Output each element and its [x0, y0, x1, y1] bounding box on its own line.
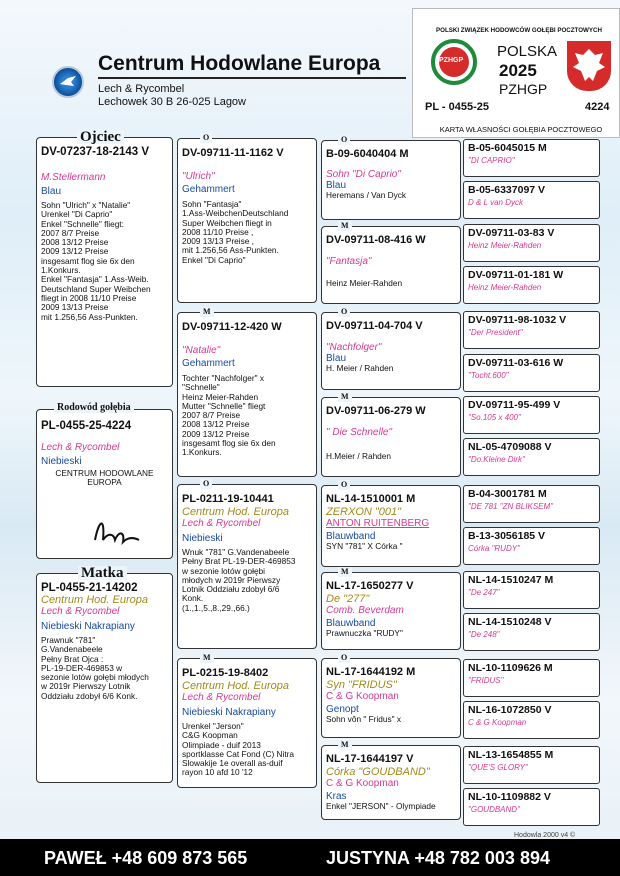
fm-color: Gehammert: [182, 358, 235, 369]
mm-name: Centrum Hod. Europa: [182, 680, 289, 692]
g4-sub: "DE 781 "ZN BLIKSEM": [468, 502, 553, 511]
g4-card-13: [463, 701, 600, 739]
g4-sub: Heinz Meier-Rahden: [468, 283, 542, 292]
g3-marker-2: O: [338, 307, 350, 317]
g4-ring: DV-09711-98-1032 V: [468, 314, 567, 326]
year: 2025: [499, 61, 537, 80]
g4-ring: NL-13-1654855 M: [468, 749, 554, 761]
g4-card-0: [463, 139, 600, 177]
mm-color: Niebieski Nakrapiany: [182, 707, 276, 718]
mf-name: Centrum Hod. Europa: [182, 506, 289, 518]
mf-ring: PL-0211-19-10441: [182, 493, 274, 505]
ff-color: Gehammert: [182, 184, 235, 195]
g4-sub: "Tocht.600": [468, 371, 509, 380]
ff-name: "Ulrich": [182, 171, 215, 182]
g4-ring: NL-14-1510248 V: [468, 616, 552, 628]
page-title: Centrum Hodowlane Europa: [98, 52, 381, 75]
label-ring: PL - 0455-25: [425, 101, 490, 113]
header-owner: Lech & Rycombel: [98, 83, 185, 95]
g4-card-1: [463, 181, 600, 219]
father-card: [36, 137, 173, 387]
g4-ring: NL-14-1510247 M: [468, 574, 554, 586]
g3-marker-4: O: [338, 480, 350, 490]
g4-sub: C & G Koopman: [468, 718, 527, 727]
g4-card-4: [463, 311, 600, 349]
mm-ring: PL-0215-19-8402: [182, 667, 269, 679]
father-ring: DV-07237-18-2143 V: [41, 146, 150, 158]
g4-sub: "QUE'S GLORY": [468, 763, 528, 772]
mf-card: [177, 484, 317, 649]
eagle-emblem: [567, 41, 611, 91]
mother-color: Niebieski Nakrapiany: [41, 621, 135, 632]
version-note: Hodowla 2000 v4 ©: [514, 832, 576, 839]
bird-card: [36, 409, 173, 559]
g4-ring: DV-09711-03-83 V: [468, 227, 555, 239]
header-address: Lechowek 30 B 26-025 Lagow: [98, 96, 246, 108]
g3-card-6: NL-17-1644192 M Syn "FRIDUS" C & G Koopman Genopt Sohn vôn " Fridus" x: [321, 658, 461, 738]
g3-marker-7: M: [338, 740, 352, 750]
g4-card-12: [463, 659, 600, 697]
g3-card-5: NL-17-1650277 V De "277" Comb. Beverdam Blauwband Prawnuczka "RUDY": [321, 572, 461, 650]
g4-ring: B-13-3056185 V: [468, 530, 546, 542]
org: PZHGP: [499, 81, 548, 97]
pzhgp-logo: [431, 39, 477, 85]
g4-card-2: [463, 224, 600, 262]
mm-card: [177, 658, 317, 788]
g4-card-14: [463, 746, 600, 784]
g4-ring: NL-10-1109882 V: [468, 791, 551, 803]
g3-card-3: DV-09711-06-279 W " Die Schnelle" H.Meier / Rahden: [321, 397, 461, 477]
g3-card-7: NL-17-1644197 V Córka "GOUDBAND" C & G Koopman Kras Enkel "JERSON" - Olympiade: [321, 745, 461, 820]
father-label: Ojciec: [77, 130, 124, 144]
g4-card-10: [463, 571, 600, 609]
g4-sub: "GOUDBAND": [468, 805, 520, 814]
card-title: KARTA WŁASNOŚCI GOŁĘBIA POCZTOWEGO: [439, 125, 603, 134]
ff-text: Sohn "Fantasja" 1.Ass-WeibchenDeutschland Super Weibchen fliegt in 2008 11/10 Preise , 2009 13/13 Preise , mit 1.256,56 Ass-Punkten. Enkel "Di Caprio": [182, 199, 289, 265]
father-text: Sohn "Ulrich" x "Natalie" Urenkel "Di Caprio" Enkel "Schnelle" fliegt: 2007 8/7 Preise 2008 13/12 Preise 2009 13/12 Preise insgesamt flog sie 6x den 1.Konkurs. Enkel "Fantasja" 1.Ass-Weib. Deutschland Super Weibchen fliegt in 2008 11/10 Preise 2009 13/13 Preise mit 1.256,56 Ass-Punkten.: [41, 200, 151, 322]
g3-card-1: DV-09711-08-416 W "Fantasja" Heinz Meier-Rahden: [321, 226, 461, 304]
g4-sub: Córka "RUDY": [468, 544, 520, 553]
g3-card-4: NL-14-1510001 M ZERXON "001" ANTON RUITENBERG Blauwband SYN "781" X Córka ": [321, 485, 461, 567]
bird-owner: Lech & Rycombel: [41, 442, 120, 453]
mm-owner: Lech & Rycombel: [182, 692, 261, 703]
mm-marker: M: [200, 653, 214, 663]
g4-ring: NL-16-1072850 V: [468, 704, 552, 716]
ff-marker: O: [200, 133, 212, 143]
footer-bar: [0, 839, 620, 876]
footer-contact-right: JUSTYNA +48 782 003 894: [326, 848, 550, 868]
g4-card-3: [463, 266, 600, 304]
g4-sub: "DI CAPRIO": [468, 156, 515, 165]
g4-sub: D & L van Dyck: [468, 198, 523, 207]
fm-card: [177, 312, 317, 477]
mf-color: Niebieski: [182, 533, 223, 544]
father-owner: M.Stellermann: [41, 172, 106, 183]
g3-marker-1: M: [338, 221, 352, 231]
g4-sub: Heinz Meier-Rahden: [468, 241, 542, 250]
g4-ring: NL-05-4709088 V: [468, 441, 552, 453]
father-color: Blau: [41, 186, 62, 197]
g4-card-9: [463, 527, 600, 565]
mf-owner: Lech & Rycombel: [182, 518, 261, 529]
title-underline: [98, 77, 406, 79]
header-logo: [52, 66, 84, 98]
logo-text: PZHGP: [439, 57, 464, 64]
g3-card-2: DV-09711-04-704 V "Nachfolger" Blau H. Meier / Rahden: [321, 312, 461, 390]
country: POLSKA: [497, 43, 558, 60]
mother-name: Centrum Hod. Europa: [41, 594, 148, 606]
fm-name: "Natalie": [182, 345, 221, 356]
g4-sub: "Der President": [468, 328, 523, 337]
g4-sub: "De 247": [468, 588, 500, 597]
pedigree-label: Rodowód gołębia: [54, 403, 134, 413]
fm-ring: DV-09711-12-420 W: [182, 321, 282, 333]
mf-marker: O: [200, 479, 212, 489]
g4-sub: "De 248": [468, 630, 500, 639]
g3-marker-3: M: [338, 392, 352, 402]
g4-ring: B-05-6337097 V: [468, 184, 546, 196]
ff-card: [177, 138, 317, 303]
dove-icon: [54, 68, 82, 96]
eagle-icon: [567, 41, 611, 91]
g4-ring: B-05-6045015 M: [468, 142, 547, 154]
footer-contact-left: PAWEŁ +48 609 873 565: [44, 848, 248, 868]
g4-card-6: [463, 396, 600, 434]
g4-sub: "Do.Kleine Dirk": [468, 455, 525, 464]
g3-marker-0: O: [338, 135, 350, 145]
g3-marker-6: O: [338, 653, 350, 663]
mother-owner: Lech & Rycombel: [41, 606, 120, 617]
g4-card-11: [463, 613, 600, 651]
mm-text: Urenkel "Jerson" C&G Koopman Olimpiade - duif 2013 sportklasse Cat Fond (C) Nitra Slowakije 1e overall as-duif rayon 10 afd 10 '12: [182, 721, 295, 778]
g4-ring: NL-10-1109626 M: [468, 662, 553, 674]
mother-label: Matka: [78, 566, 127, 580]
g4-ring: DV-09711-95-499 V: [468, 399, 561, 411]
association-name: POLSKI ZWIĄZEK HODOWCÓW GOŁĘBI POCZTOWYCH: [436, 27, 602, 34]
mother-text: Prawnuk "781" G.Vandenabeele Pełny Brat Ojca : PL-19-DER-469853 w sezonie lotów gołębi młodych w 2019r Pierwszy Lotnik Oddziału zdobył 6/6 Konk.: [41, 635, 149, 701]
g4-card-7: [463, 438, 600, 476]
bird-breeder: CENTRUM HODOWLANE EUROPA: [55, 468, 154, 488]
mother-card: [36, 573, 173, 783]
g4-ring: B-04-3001781 M: [468, 488, 547, 500]
mf-text: Wnuk "781" G.Vandenabeele Pełny Brat PL-19-DER-469853 w sezonie lotów gołębi młodych w 2019r Pierwszy Lotnik Oddziału zdobył 6/6 Konk. (1.,1.,5.,8.,29.,66.): [182, 547, 296, 613]
fm-text: Tochter "Nachfolger" x "Schnelle" Heinz Meier-Rahden Mutter "Schnelle" fliegt 2007 8/7 Preise 2008 13/12 Preise 2009 13/12 Preise insgesamt flog sie 6x den 1.Konkurs.: [182, 373, 276, 458]
g3-card-0: B-09-6040404 M Sohn "Di Caprio" Blau Heremans / Van Dyck: [321, 140, 461, 220]
g3-marker-5: M: [338, 567, 352, 577]
g4-card-5: [463, 354, 600, 392]
ownership-card: [412, 8, 620, 138]
ff-ring: DV-09711-11-1162 V: [182, 147, 284, 159]
g4-sub: "So.105 x 400": [468, 413, 521, 422]
g4-card-15: [463, 788, 600, 826]
label-number: 4224: [585, 101, 610, 113]
g4-card-8: [463, 485, 600, 523]
g4-sub: "FRIDUS": [468, 676, 504, 685]
g4-ring: DV-09711-03-616 W: [468, 357, 564, 369]
fm-marker: M: [200, 307, 214, 317]
mother-ring: PL-0455-21-14202: [41, 582, 138, 594]
bird-ring: PL-0455-25-4224: [41, 420, 132, 432]
signature-icon: [87, 510, 147, 550]
g4-ring: DV-09711-01-181 W: [468, 269, 564, 281]
bird-color: Niebieski: [41, 456, 82, 467]
